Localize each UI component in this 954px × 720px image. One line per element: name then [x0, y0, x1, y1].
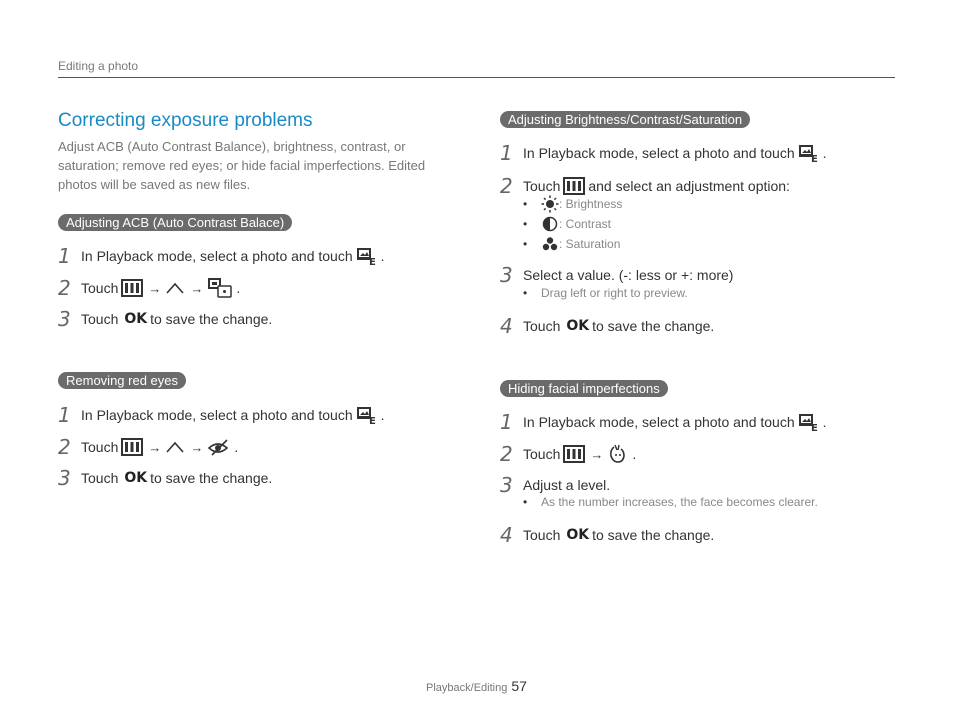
step-text: In Playback mode, select a photo and touch — [81, 248, 353, 264]
face-step-3-note: • As the number increases, the face becomes clearer. — [523, 495, 818, 509]
step-text: Select a value. (-: less or +: more) — [523, 267, 734, 283]
footer — [426, 678, 527, 694]
step-text: to save the change. — [150, 470, 273, 486]
step-text: to save the change. — [592, 318, 715, 334]
edit-menu-icon — [121, 438, 143, 456]
svg-text:E: E — [810, 423, 818, 432]
edit-menu-icon — [563, 445, 585, 463]
footer-section: Playback/Editing — [426, 682, 508, 694]
step-number: 2 — [500, 442, 513, 466]
bcs-step-3 — [500, 263, 736, 287]
face-retouch-icon — [607, 444, 629, 464]
step-number: 3 — [500, 263, 513, 287]
caret-up-icon — [165, 439, 185, 455]
ok-icon: OK — [124, 470, 148, 486]
note-text: As the number increases, the face becomes clearer. — [541, 495, 818, 509]
brightness-icon — [541, 195, 559, 213]
svg-text:E: E — [368, 257, 376, 266]
acb-step-3 — [58, 307, 275, 331]
note-text: Drag left or right to preview. — [541, 286, 688, 300]
edit-menu-icon — [121, 279, 143, 297]
step-number: 4 — [500, 314, 513, 338]
step-text: Touch — [81, 311, 119, 327]
header-divider — [58, 77, 895, 78]
face-step-1: 1 In Playback mode, select a photo and touch E . — [500, 410, 827, 434]
step-text: In Playback mode, select a photo and touch — [81, 407, 353, 423]
step-number: 1 — [58, 244, 71, 268]
step-number: 3 — [58, 466, 71, 490]
edit-icon — [798, 412, 820, 432]
redeye-step-1: 1 In Playback mode, select a photo and touch E . — [58, 403, 385, 427]
option-label: : Saturation — [559, 237, 621, 251]
page-number: 57 — [511, 678, 527, 694]
step-number: 4 — [500, 523, 513, 547]
face-step-3 — [500, 473, 613, 497]
edit-icon — [356, 246, 378, 266]
option-label: : Contrast — [559, 217, 612, 231]
option-saturation: • : Saturation — [523, 237, 621, 251]
red-eye-fix-icon — [207, 437, 231, 457]
step-text: Touch — [523, 178, 561, 194]
face-step-4 — [500, 523, 717, 547]
step-text: Adjust a level. — [523, 477, 611, 493]
acb-step-1: 1 In Playback mode, select a photo and touch E . — [58, 244, 385, 268]
intro-paragraph: Adjust ACB (Auto Contrast Balance), brightness, contrast, or saturation; remove red eyes; or hide facial imperfections. Edited photos will be saved as new files. — [58, 139, 426, 192]
step-number: 1 — [500, 410, 513, 434]
edit-icon — [798, 143, 820, 163]
step-number: 2 — [58, 276, 71, 300]
svg-text:E: E — [810, 154, 818, 163]
arrow-icon: → — [590, 446, 604, 462]
acb-step-2: 2 Touch → → . — [58, 276, 241, 300]
bcs-step-1: 1 In Playback mode, select a photo and touch E . — [500, 141, 827, 165]
step-text: In Playback mode, select a photo and touch — [523, 414, 795, 430]
option-label: : Brightness — [559, 197, 623, 211]
acb-section-heading: Adjusting ACB (Auto Contrast Balace) — [58, 214, 292, 231]
breadcrumb: Editing a photo — [58, 59, 139, 73]
step-text: In Playback mode, select a photo and touch — [523, 145, 795, 161]
step-text: Touch — [523, 318, 561, 334]
redeye-step-3 — [58, 466, 275, 490]
step-text: Touch — [523, 446, 561, 462]
step-number: 2 — [500, 174, 513, 198]
ok-icon: OK — [566, 318, 590, 334]
step-text: Touch — [81, 280, 119, 296]
acb-icon — [207, 277, 233, 299]
step-text: to save the change. — [592, 527, 715, 543]
redeye-step-2: 2 Touch → → . — [58, 435, 239, 459]
edit-icon — [356, 405, 378, 425]
step-number: 1 — [58, 403, 71, 427]
step-text: Touch — [523, 527, 561, 543]
option-contrast: • : Contrast — [523, 217, 612, 231]
svg-text:E: E — [368, 416, 376, 425]
edit-menu-icon — [563, 177, 585, 195]
arrow-icon: → — [148, 439, 162, 455]
step-number: 3 — [58, 307, 71, 331]
bcs-section-heading: Adjusting Brightness/Contrast/Saturation — [500, 111, 750, 128]
page-title: Correcting exposure problems — [58, 110, 313, 131]
option-brightness: • : Brightness — [523, 197, 623, 211]
step-number: 3 — [500, 473, 513, 497]
arrow-icon: → — [190, 439, 204, 455]
redeye-section-heading: Removing red eyes — [58, 372, 186, 389]
step-number: 2 — [58, 435, 71, 459]
caret-up-icon — [165, 280, 185, 296]
ok-icon: OK — [566, 527, 590, 543]
step-text: Touch — [81, 470, 119, 486]
arrow-icon: → — [148, 280, 162, 296]
saturation-icon — [541, 235, 559, 253]
step-text: Touch — [81, 439, 119, 455]
bcs-step-4 — [500, 314, 717, 338]
bcs-step-3-note: • Drag left or right to preview. — [523, 286, 688, 300]
contrast-icon — [541, 215, 559, 233]
arrow-icon: → — [190, 280, 204, 296]
step-text: and select an adjustment option: — [588, 178, 790, 194]
face-section-heading: Hiding facial imperfections — [500, 380, 668, 397]
ok-icon: OK — [124, 311, 148, 327]
step-text: to save the change. — [150, 311, 273, 327]
step-number: 1 — [500, 141, 513, 165]
face-step-2: 2 Touch → . — [500, 442, 637, 466]
